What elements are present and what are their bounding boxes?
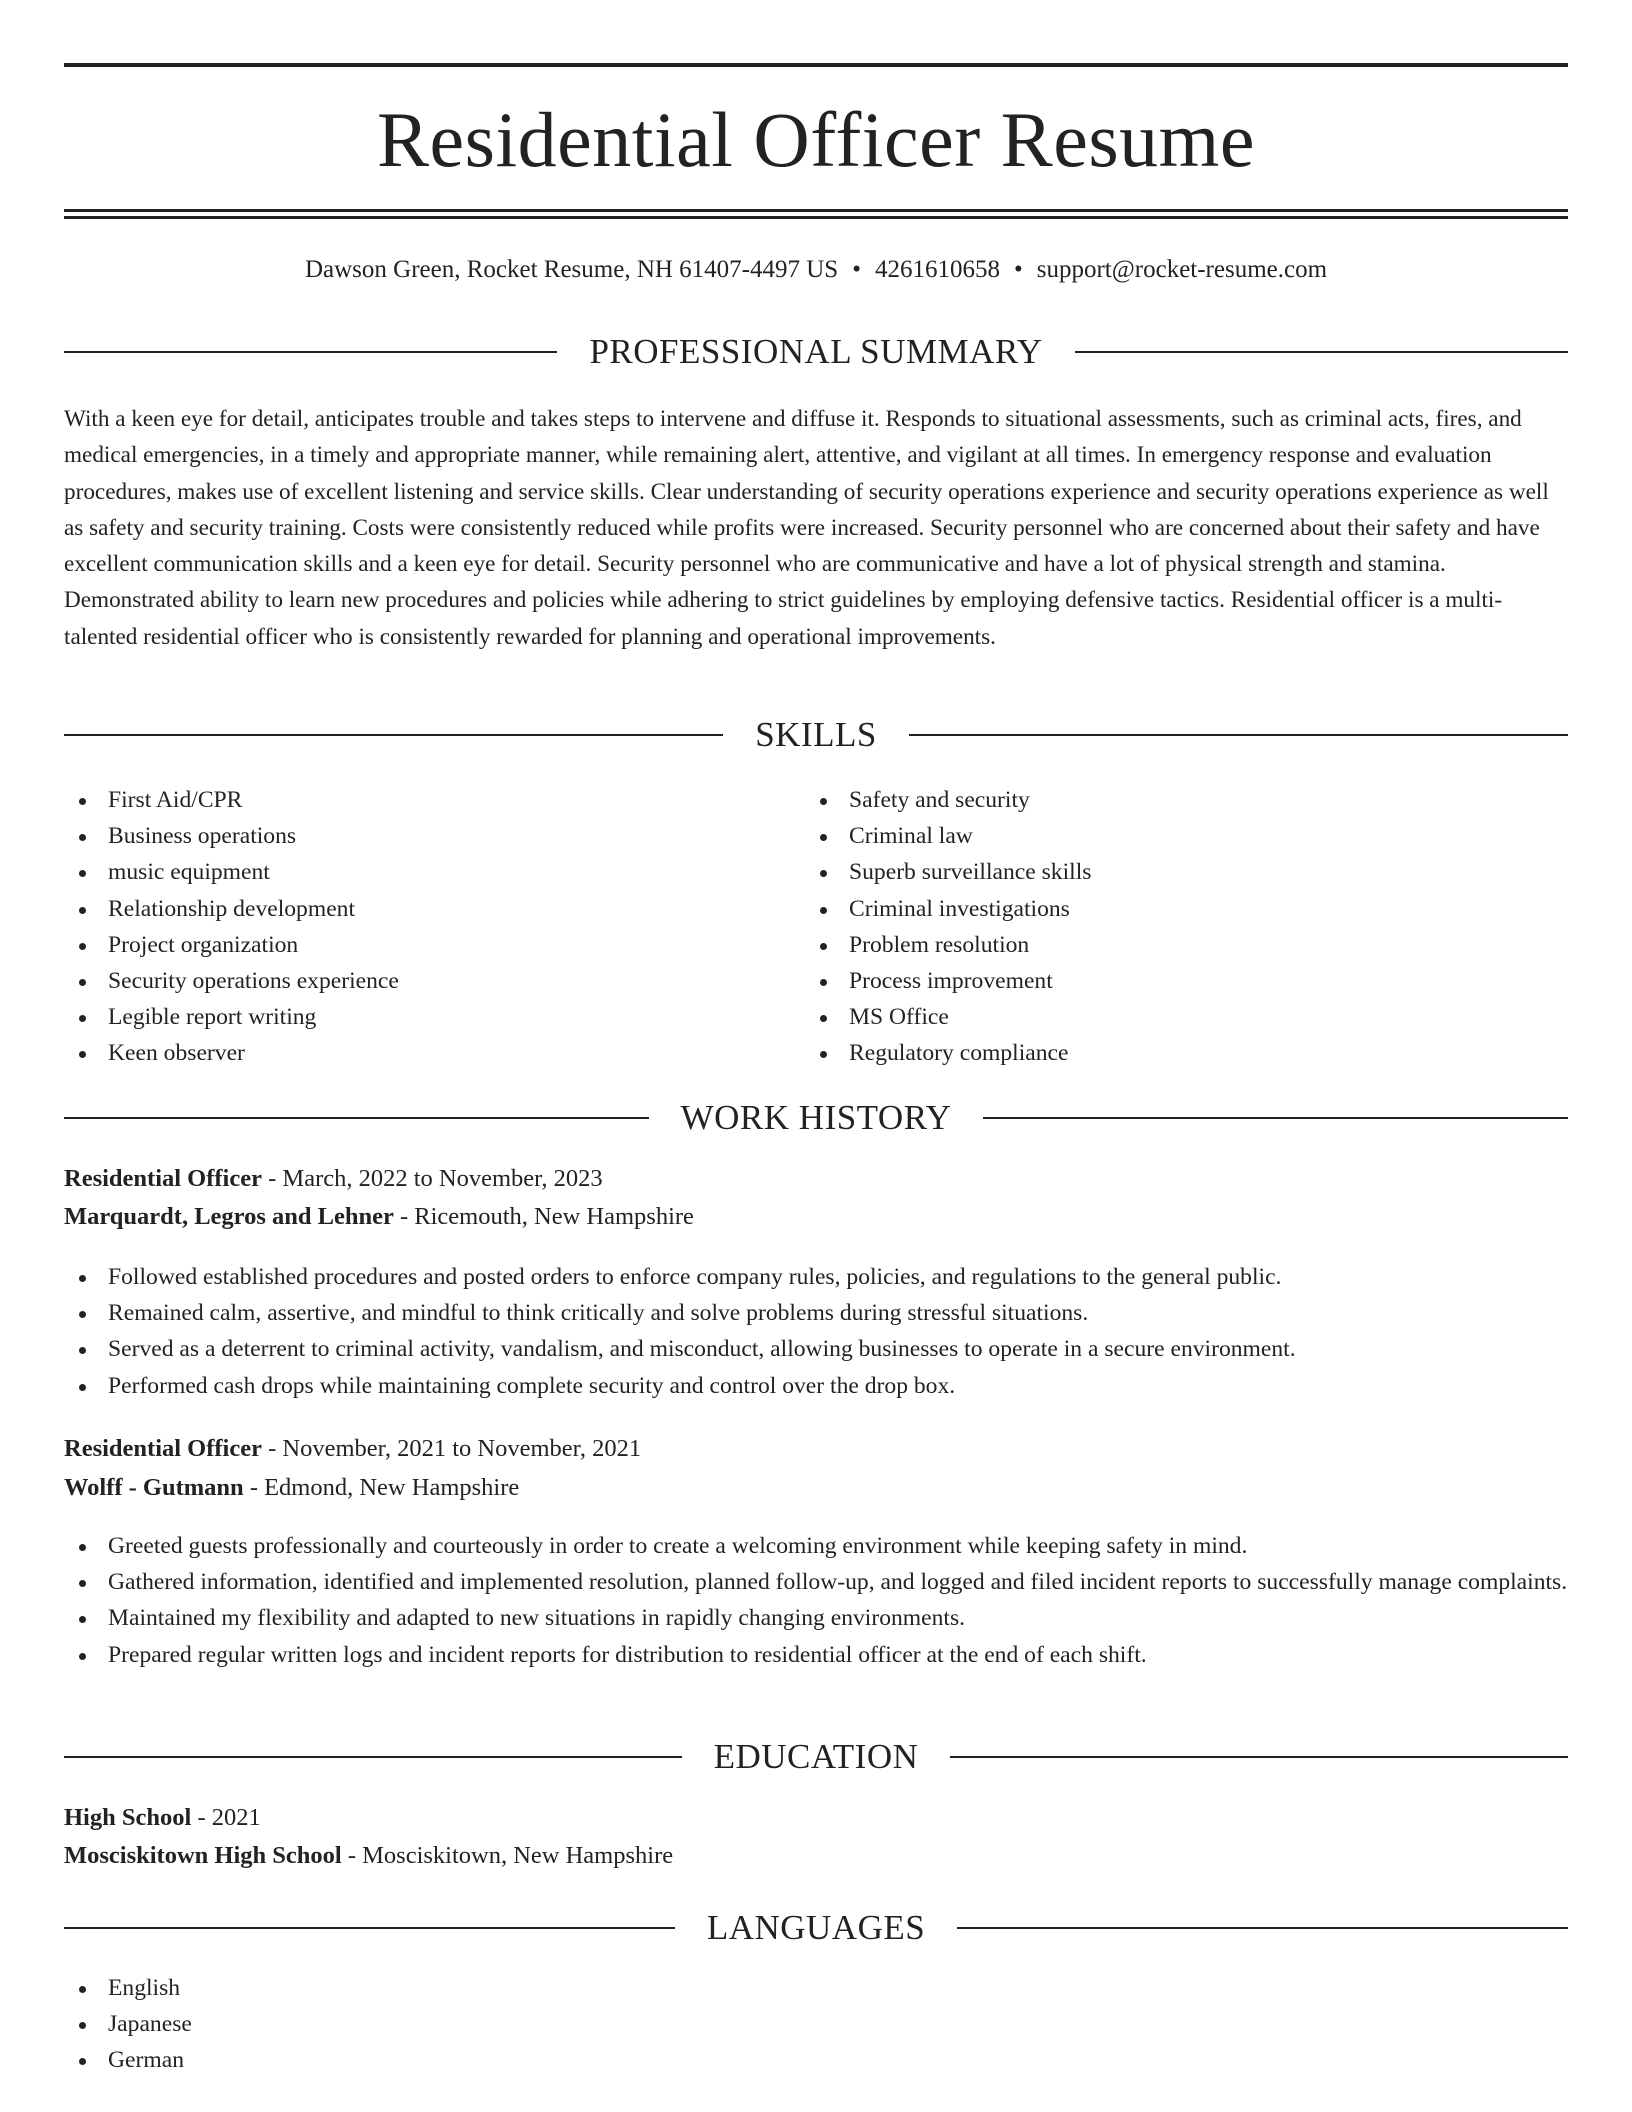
divider-line <box>64 1756 682 1758</box>
education-degree-line <box>64 1800 1568 1836</box>
summary-paragraph: With a keen eye for detail, anticipates trouble and takes steps to intervene and diffuse it. Responds to situational assessments, such as criminal acts, fires, and medical emergencies, in a timely and appropriate manner, while remaining alert, attentive, and vigilant at all times. In emergency response and evaluation procedures, makes use of excellent listening and service skills. Clear understanding of security operations experience and security operations experience as well as safety and security training. Costs were consistently reduced while profits were increased. Security personnel who are concerned about their safety and have excellent communication skills and a keen eye for detail. Security personnel who are communicative and have a lot of physical strength and stamina. Demonstrated ability to learn new procedures and policies while adhering to strict guidelines by employing defensive tactics. Residential officer is a multi-talented residential officer who is consistently rewarded for planning and operational improvements. <box>64 406 1549 650</box>
skills-list-right <box>805 782 1505 1072</box>
skill-item: MS Office <box>805 999 1505 1035</box>
job-title-line <box>64 1161 1568 1197</box>
section-heading-languages <box>64 1908 1568 1948</box>
skill-item: Relationship development <box>64 891 764 927</box>
education-location: - Mosciskitown, New Hampshire <box>341 1842 674 1869</box>
section-heading-skills <box>64 715 1568 755</box>
job-duties-list <box>64 1528 1568 1673</box>
education-school-line <box>64 1838 1568 1874</box>
title-rule-upper <box>64 209 1568 212</box>
job-duty-item: Prepared regular written logs and incident reports for distribution to residential officer at the end of each shift. <box>64 1637 1568 1673</box>
divider-line <box>64 351 557 353</box>
skill-item: Process improvement <box>805 963 1505 999</box>
job-company-line <box>64 1470 1568 1506</box>
divider-line <box>64 1927 675 1929</box>
contact-email: support@rocket-resume.com <box>1036 256 1328 283</box>
education-year: - 2021 <box>191 1804 261 1831</box>
job-location: - Edmond, New Hampshire <box>243 1474 520 1501</box>
job-company: Marquardt, Legros and Lehner <box>64 1203 394 1230</box>
section-title: EDUCATION <box>713 1737 919 1776</box>
education-school: Mosciskitown High School <box>64 1842 342 1869</box>
skills-list-left <box>64 782 764 1072</box>
skill-item: Safety and security <box>805 782 1505 818</box>
language-item: Japanese <box>64 2006 1568 2042</box>
section-heading-education <box>64 1737 1568 1777</box>
contact-separator: • <box>1013 256 1023 283</box>
skill-item: First Aid/CPR <box>64 782 764 818</box>
job-duty-item: Maintained my flexibility and adapted to new situations in rapidly changing environments. <box>64 1600 1568 1636</box>
job-duties-list <box>64 1259 1568 1404</box>
job-dates: - November, 2021 to November, 2021 <box>262 1435 642 1462</box>
job-dates: - March, 2022 to November, 2023 <box>262 1165 603 1192</box>
language-item: German <box>64 2042 1568 2078</box>
skill-item: music equipment <box>64 854 764 890</box>
job-company: Wolff - Gutmann <box>64 1474 244 1501</box>
job-title: Residential Officer <box>64 1435 262 1462</box>
section-title: WORK HISTORY <box>680 1098 952 1137</box>
job-duty-item: Performed cash drops while maintaining complete security and control over the drop box. <box>64 1368 1568 1404</box>
skill-item: Keen observer <box>64 1035 764 1071</box>
languages-list <box>64 1970 1568 2079</box>
divider-line <box>1075 351 1568 353</box>
divider-line <box>64 734 723 736</box>
language-item: English <box>64 1970 1568 2006</box>
job-duty-item: Greeted guests professionally and courteously in order to create a welcoming environment while keeping safety in mind. <box>64 1528 1568 1564</box>
job-duty-item: Gathered information, identified and implemented resolution, planned follow-up, and logged and filed incident reports to successfully manage complaints. <box>64 1564 1568 1600</box>
section-heading-summary <box>64 332 1568 372</box>
skill-item: Criminal law <box>805 818 1505 854</box>
section-title: LANGUAGES <box>706 1908 926 1947</box>
skill-item: Business operations <box>64 818 764 854</box>
job-title: Residential Officer <box>64 1165 262 1192</box>
divider-line <box>909 734 1568 736</box>
contact-address: Dawson Green, Rocket Resume, NH 61407-4497 US <box>304 256 839 283</box>
contact-separator: • <box>852 256 861 283</box>
skill-item: Regulatory compliance <box>805 1035 1505 1071</box>
resume-title: Residential Officer Resume <box>377 96 1255 183</box>
skill-item: Legible report writing <box>64 999 764 1035</box>
divider-line <box>957 1927 1568 1929</box>
job-duty-item: Followed established procedures and posted orders to enforce company rules, policies, and regulations to the general public. <box>64 1259 1568 1295</box>
divider-line <box>983 1117 1568 1119</box>
top-rule <box>64 63 1568 67</box>
job-location: - Ricemouth, New Hampshire <box>393 1203 694 1230</box>
divider-line <box>64 1117 649 1119</box>
section-title: SKILLS <box>755 715 877 754</box>
contact-phone: 4261610658 <box>874 256 1000 283</box>
section-title: PROFESSIONAL SUMMARY <box>589 332 1043 371</box>
skill-item: Problem resolution <box>805 927 1505 963</box>
job-company-line <box>64 1199 1568 1235</box>
section-heading-work-history <box>64 1098 1568 1138</box>
job-title-line <box>64 1431 1568 1467</box>
skill-item: Security operations experience <box>64 963 764 999</box>
skill-item: Criminal investigations <box>805 891 1505 927</box>
job-duty-item: Remained calm, assertive, and mindful to think critically and solve problems during stressful situations. <box>64 1295 1568 1331</box>
divider-line <box>950 1756 1568 1758</box>
job-duty-item: Served as a deterrent to criminal activity, vandalism, and misconduct, allowing businesses to operate in a secure environment. <box>64 1331 1568 1367</box>
title-rule-lower <box>64 216 1568 219</box>
skill-item: Project organization <box>64 927 764 963</box>
skill-item: Superb surveillance skills <box>805 854 1505 890</box>
contact-line <box>64 254 1568 286</box>
education-degree: High School <box>64 1804 192 1831</box>
